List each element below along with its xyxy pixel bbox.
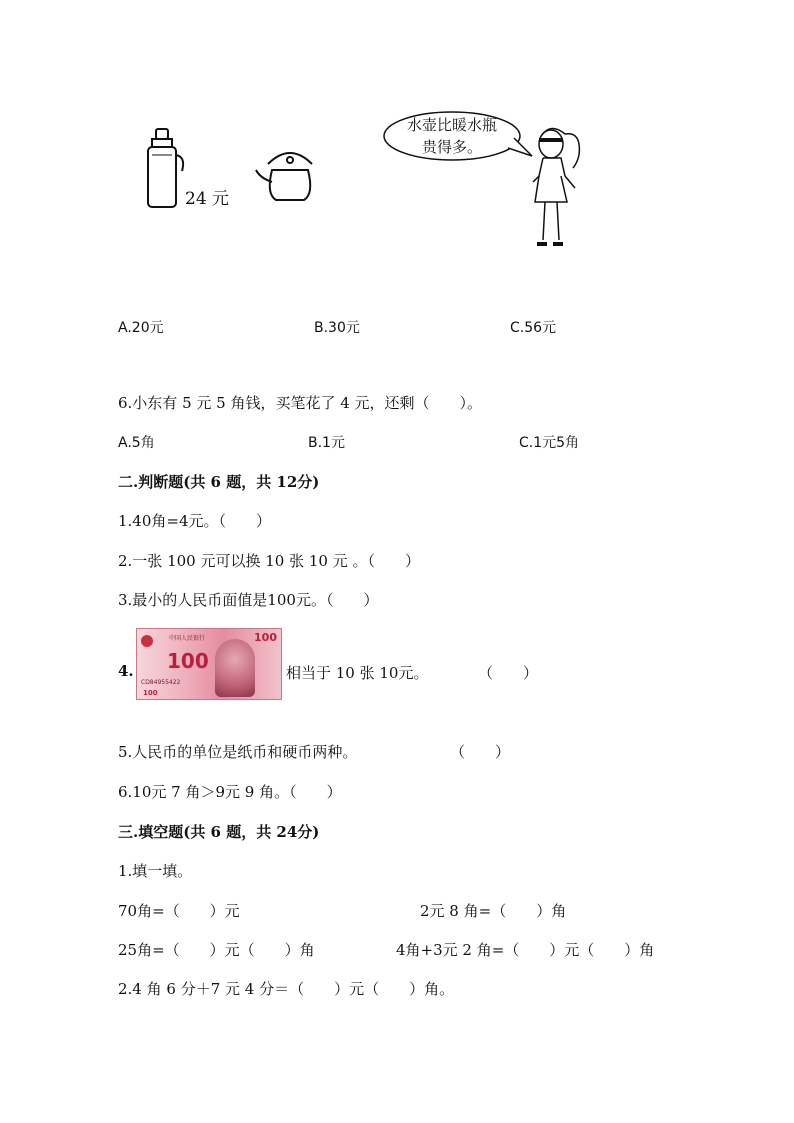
q6-option-c: C.1元5角 xyxy=(519,435,580,451)
judge-item-4-paren: （ ） xyxy=(478,664,539,682)
judge-item-4-number: 4. xyxy=(118,662,134,680)
banknote-header: 中国人民银行 xyxy=(169,635,206,642)
judge-item-2: 2.一张 100 元可以换 10 张 10 元 。（ ） xyxy=(118,552,420,570)
fill-row-2-right: 4角+3元 2 角=（ ）元（ ）角 xyxy=(396,941,655,959)
fill-row-1-right: 2元 8 角=（ ）角 xyxy=(420,902,567,920)
banknote-denomination: 100 xyxy=(167,649,209,673)
fill-q2: 2.4 角 6 分＋7 元 4 分＝（ ）元（ ）角。 xyxy=(118,980,455,998)
girl-illustration xyxy=(525,122,590,272)
q6-option-b: B.1元 xyxy=(308,435,345,451)
banknote-serial: CD84955422 xyxy=(141,679,181,686)
speech-bubble-text xyxy=(390,114,514,158)
national-emblem-icon xyxy=(141,635,153,647)
banknote-bottom-denomination: 100 xyxy=(143,689,158,697)
fill-q1-title: 1.填一填。 xyxy=(118,862,193,880)
q6-text: 6.小东有 5 元 5 角钱，买笔花了 4 元，还剩（ ）。 xyxy=(118,394,483,412)
judge-item-3: 3.最小的人民币面值是100元。（ ） xyxy=(118,591,379,609)
q6-option-a: A.5角 xyxy=(118,435,155,451)
thermos-price: 24 元 xyxy=(185,189,230,209)
fill-row-1-left: 70角=（ ）元 xyxy=(118,902,240,920)
section-3-title: 三.填空题(共 6 题，共 24分) xyxy=(118,823,320,841)
thermos-illustration xyxy=(140,125,190,215)
judge-item-6: 6.10元 7 角＞9元 9 角。（ ） xyxy=(118,783,342,801)
judge-item-1: 1.40角=4元。（ ） xyxy=(118,512,272,530)
portrait-icon xyxy=(215,639,255,697)
banknote-100-image xyxy=(136,628,282,700)
kettle-illustration xyxy=(254,142,324,207)
q5-option-a: A.20元 xyxy=(118,320,164,336)
fill-row-2-left: 25角=（ ）元（ ）角 xyxy=(118,941,315,959)
q5-option-c: C.56元 xyxy=(510,320,557,336)
judge-item-4-text: 相当于 10 张 10元。 xyxy=(286,664,429,682)
speech-line-2: 贵得多。 xyxy=(421,138,482,156)
q5-option-b: B.30元 xyxy=(314,320,360,336)
section-2-title: 二.判断题(共 6 题，共 12分) xyxy=(118,473,320,491)
speech-line-1: 水壶比暖水瓶 xyxy=(406,116,497,134)
judge-item-5-paren: （ ） xyxy=(450,743,511,761)
judge-item-5: 5.人民币的单位是纸币和硬币两种。 xyxy=(118,743,358,761)
banknote-corner-denomination: 100 xyxy=(254,631,277,644)
